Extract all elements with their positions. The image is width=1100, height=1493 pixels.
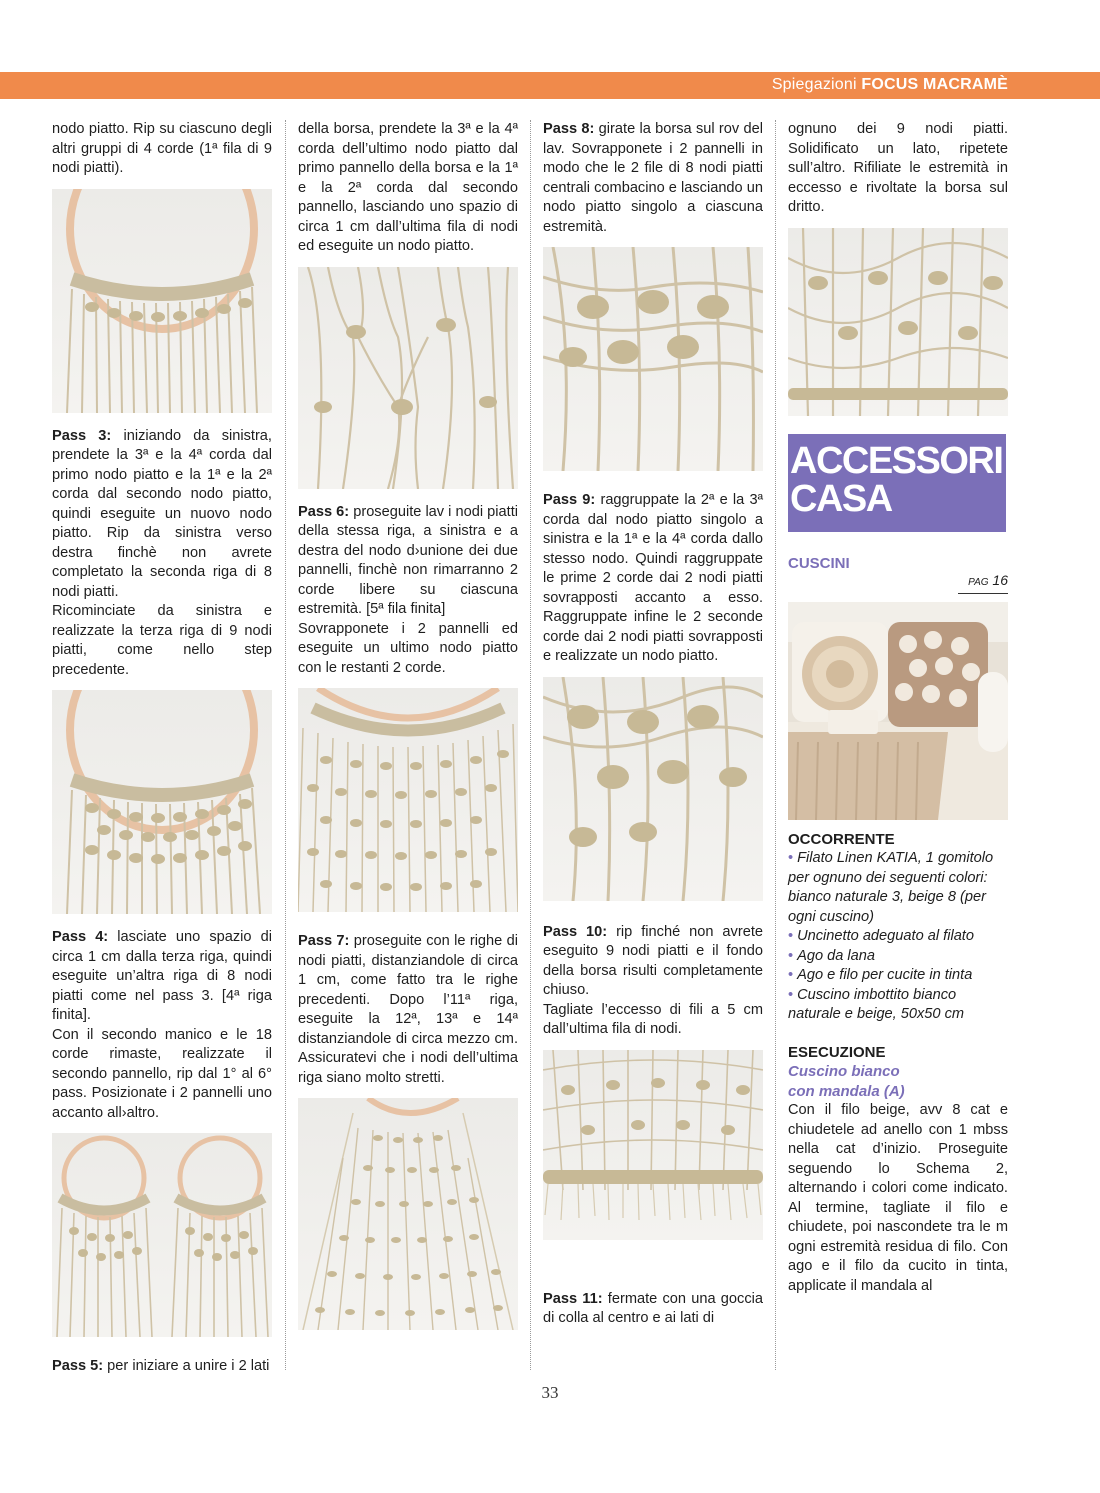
- header-title: FOCUS MACRAMÈ: [861, 76, 1008, 93]
- photo-joining-knot: [298, 267, 518, 489]
- photo-bag-net: [298, 1098, 518, 1330]
- paragraph: Tagliate l’eccesso di fili a 5 cm dall’ultima fila di nodi.: [543, 1001, 763, 1037]
- photo-cushions: [788, 602, 1008, 820]
- step-text: proseguite con le righe di nodi piatti, distanziandole di circa 1 cm, come fatto tra le righe precedenti. Dopo l’11ª riga, eseguite la 12ª, 13ª e 14ª distanziandole di circa mezzo cm. Assicuratevi che i nodi dell’ultima riga siano molto stretti.: [298, 933, 518, 1086]
- paragraph: Con il filo beige, avv 8 cat e chiudetele ad anello con 1 mbss nella cat d’inizio. Proseguite seguendo lo Schema 2, alternando i colori come indicato. Al termine, tagliate il filo e chiudete, poi nascondete tra le m ogni estremità residua di filo. Con ago e il filo da cucito in tinta, applicate il mandala al: [788, 1102, 1008, 1294]
- step-label: Pass 11:: [543, 1290, 603, 1307]
- column-divider: [530, 120, 531, 1370]
- step-label: Pass 7:: [298, 933, 350, 949]
- step-label: Pass 8:: [543, 121, 595, 137]
- step-label: Pass 3:: [52, 427, 112, 444]
- banner-line: ACCESSORI: [790, 439, 1003, 482]
- step-label: Pass 9:: [543, 492, 596, 508]
- photo-overlapped-panels: [543, 247, 763, 471]
- pattern-subtitle: con mandala (A): [788, 1082, 905, 1100]
- step-text: iniziando da sinistra, prendete la 3ª e la 4ª corda dal primo nodo piatto e la 1ª e la 2ª corda dal secondo nodo piatto, quindi eseguite un nuovo nodo piatto. Rip da sinistra verso destra finchè non avrete completato la seconda riga di 8 nodi piatti.: [52, 427, 272, 600]
- materials-item-text: Ago da lana: [797, 947, 876, 964]
- section-banner: [788, 434, 1006, 532]
- materials-item-text: Ago e filo per cucite in tinta: [797, 967, 973, 983]
- paragraph-pass10: [543, 923, 763, 1001]
- paragraph: Ricominciate da sinistra e realizzate la terza riga di 9 nodi piatti, come nello step precedente.: [52, 603, 272, 678]
- materials-item-text: Cuscino imbottito bianco naturale e beige, 50x50 cm: [788, 986, 965, 1022]
- step-text: raggruppate la 2ª e la 3ª corda dal nodo piatto singolo a sinistra e la 1ª e la 4ª corda dallo stesso nodo. Quindi raggruppate le prime 2 corde dai 2 nodi piatti sovrapposti accanto a esso. Raggruppate infine le 2 seconde corde dai 2 nodi piatti sovrapposti e realizzate un nodo piatto.: [543, 492, 763, 664]
- photo-step3-ring: [52, 690, 272, 914]
- paragraph-pass7: [298, 932, 518, 1088]
- page-reference-label: PAG: [968, 577, 989, 588]
- step-text: proseguite lav i nodi piatti della stessa riga, a sinistra e a destra del nodo d›unione dei due pannelli, finchè non rimarranno 2 corde libere su ciascuna estremità. [5ª fila finita]: [298, 503, 518, 617]
- column-1: [52, 120, 272, 1377]
- step-text: per iniziare a unire i 2 lati: [103, 1358, 270, 1374]
- materials-item: [788, 849, 1008, 927]
- column-divider: [285, 120, 286, 1370]
- column-divider: [775, 120, 776, 1370]
- materials-list: [788, 849, 1008, 1025]
- photo-two-panels: [52, 1133, 272, 1337]
- paragraph-pass5: [52, 1357, 272, 1377]
- materials-item: [788, 966, 1008, 986]
- paragraph: ognuno dei 9 nodi piatti. Solidificato un lato, ripetete sull’altro. Rifiliate le estremità in eccesso e rivoltate la borsa sul dritto.: [788, 121, 1008, 215]
- photo-finished-bottom: [788, 228, 1008, 416]
- materials-item: [788, 986, 1008, 1025]
- photo-trimmed-fringe: [543, 1050, 763, 1240]
- banner-line: CASA: [790, 477, 892, 520]
- subsection-title: CUSCINI: [788, 554, 850, 572]
- step-label: Pass 5:: [52, 1358, 104, 1374]
- paragraph: Sovrapponete i 2 pannelli ed eseguite un ultimo nodo piatto con le restanti 2 corde.: [298, 620, 518, 676]
- header-section: Spiegazioni: [771, 76, 857, 93]
- bullet-icon: •: [788, 986, 794, 1003]
- step-label: Pass 4:: [52, 929, 109, 945]
- paragraph-pass4: [52, 928, 272, 1026]
- column-3: [543, 120, 763, 1329]
- paragraph: nodo piatto. Rip su ciascuno degli altri gruppi di 4 corde (1ª fila di 9 nodi piatti).: [52, 121, 272, 176]
- step-text: rip finché non avrete eseguito 9 nodi piatti e il fondo della borsa risulti completamente chiuso.: [543, 923, 763, 998]
- page-reference: [958, 571, 1008, 594]
- bullet-icon: •: [788, 850, 794, 866]
- paragraph-pass8: [543, 120, 763, 237]
- photo-step2-ring: [52, 189, 272, 413]
- step-label: Pass 6:: [298, 503, 350, 520]
- materials-item: [788, 947, 1008, 967]
- occorrente-title: OCCORRENTE: [788, 830, 895, 848]
- bullet-icon: •: [788, 967, 794, 983]
- paragraph-pass9: [543, 491, 763, 667]
- bullet-icon: •: [788, 928, 794, 944]
- column-2: [298, 120, 518, 1344]
- photo-bag-rows: [298, 688, 518, 912]
- paragraph-pass3: [52, 427, 272, 603]
- materials-item: [788, 927, 1008, 947]
- column-4: [788, 120, 1008, 1296]
- paragraph-pass6: [298, 503, 518, 620]
- step-label: Pass 10:: [543, 923, 608, 940]
- step-text: fermate con una goccia di colla al centro e ai lati di: [543, 1290, 763, 1326]
- materials-item-text: Uncinetto adeguato al filato: [797, 928, 974, 944]
- esecuzione-title: ESECUZIONE: [788, 1043, 886, 1061]
- paragraph-pass11: [543, 1290, 763, 1329]
- paragraph: della borsa, prendete la 3ª e la 4ª corda dell’ultimo nodo piatto dal primo pannello della borsa e la 1ª e la 2ª corda dal secondo pannello, lasciando uno spazio di circa 1 cm dall’ultima fila di nodi ed eseguite un nodo piatto.: [298, 121, 518, 254]
- pattern-subtitle: Cuscino bianco: [788, 1063, 900, 1080]
- photo-bottom-knots: [543, 677, 763, 901]
- step-text: girate la borsa sul rov del lav. Sovrapponete i 2 pannelli in modo che le 2 file di 8 nodi piatti centrali combacino e lasciando un nodo piatto singolo a ciascuna estremità.: [543, 121, 763, 235]
- paragraph: Con il secondo manico e le 18 corde rimaste, realizzate il secondo pannello, rip dal 1° al 6° pass. Posizionate i 2 pannelli uno accanto all›altro.: [52, 1026, 272, 1121]
- page-number: 33: [541, 1383, 559, 1402]
- page-reference-number: 16: [992, 572, 1008, 588]
- bullet-icon: •: [788, 947, 794, 964]
- materials-item-text: Filato Linen KATIA, 1 gomitolo per ognuno dei seguenti colori: bianco naturale 3, beige 8 (per ogni cuscino): [788, 850, 994, 925]
- step-text: lasciate uno spazio di circa 1 cm dalla terza riga, quindi eseguite un’altra riga di 8 nodi piatti come nel pass 3. [4ª riga finita].: [52, 929, 272, 1023]
- running-header: [772, 76, 1008, 94]
